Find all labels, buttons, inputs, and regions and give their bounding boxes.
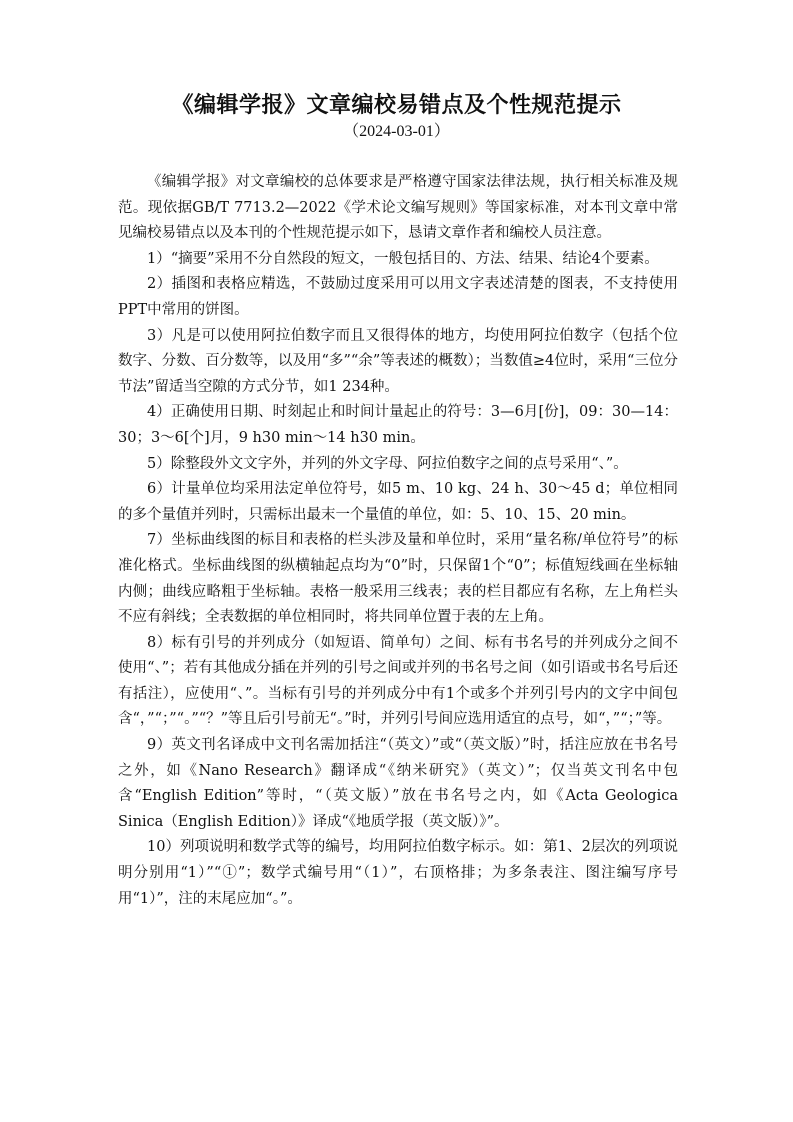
rule-item-7: 7）坐标曲线图的标目和表格的栏头涉及量和单位时，采用“量名称/单位符号”的标准化格式。坐标曲线图的纵横轴起点均为“0”时，只保留1个“0”；标值短线画在坐标轴内侧；曲线应略粗于坐标轴。表格一般采用三线表；表的栏目都应有名称，左上角栏头不应有斜线；全表数据的单位相同时，将共同单位置于表的左上角。 xyxy=(118,532,678,626)
document-title: 《编辑学报》文章编校易错点及个性规范提示 xyxy=(171,93,622,118)
document-date: （2024-03-01） xyxy=(343,123,450,140)
rule-item-9: 9）英文刊名译成中文刊名需加括注“（英文）”或“（英文版）”时，括注应放在书名号之外，如《Nano Research》翻译成“《纳米研究》（英文）”；仅当英文刊名中包含“English Edition”等时，“（英文版）”放在书名号之内，如《Acta Geologica Sinica（English Edition）》译成“《地质学报（英文版）》”。 xyxy=(118,737,678,830)
rule-item-8: 8）标有引号的并列成分（如短语、简单句）之间、标有书名号的并列成分之间不使用“、”；若有其他成分插在并列的引号之间或并列的书名号之间（如引语或书名号后还有括注），应使用“、”。当标有引号的并列成分中有1个或多个并列引号内的文字中间包含“，”“；”“。”“？”等且后引号前无“。”时，并列引号间应选用适宜的点号，如“，”“；”等。 xyxy=(118,634,678,728)
rule-item-4: 4）正确使用日期、时刻起止和时间计量起止的符号：3—6月[份]，09：30—14：30；3～6[个]月，9 h30 min～14 h30 min。 xyxy=(118,404,678,446)
document-body xyxy=(118,170,678,912)
intro-paragraph: 《编辑学报》对文章编校的总体要求是严格遵守国家法律法规，执行相关标准及规范。现依据GB/T 7713.2—2022《学术论文编写规则》等国家标准，对本刊文章中常见编校易错点以及本刊的个性规范提示如下，恳请文章作者和编校人员注意。 xyxy=(118,174,678,242)
rule-item-6: 6）计量单位均采用法定单位符号，如5 m、10 kg、24 h、30～45 d；单位相同的多个量值并列时，只需标出最末一个量值的单位，如：5、10、15、20 min。 xyxy=(118,481,678,523)
rule-item-10: 10）列项说明和数学式等的编号，均用阿拉伯数字标示。如：第1、2层次的列项说明分别用“1）”“①”；数学式编号用“（1）”，右顶格排；为多条表注、图注编写序号用“1）”，注的末尾应加“。”。 xyxy=(118,839,678,907)
rule-item-2: 2）插图和表格应精选，不鼓励过度采用可以用文字表述清楚的图表，不支持使用PPT中常用的饼图。 xyxy=(118,276,678,318)
rule-item-3: 3）凡是可以使用阿拉伯数字而且又很得体的地方，均使用阿拉伯数字（包括个位数字、分数、百分数等，以及用“多”“余”等表述的概数）；当数值≥4位时，采用“三位分节法”留适当空隙的方式分节，如1 234种。 xyxy=(118,327,678,395)
rule-item-5: 5）除整段外文文字外，并列的外文字母、阿拉伯数字之间的点号采用“、”。 xyxy=(147,455,628,472)
rule-item-1: 1）“摘要”采用不分自然段的短文，一般包括目的、方法、结果、结论4个要素。 xyxy=(147,250,659,267)
